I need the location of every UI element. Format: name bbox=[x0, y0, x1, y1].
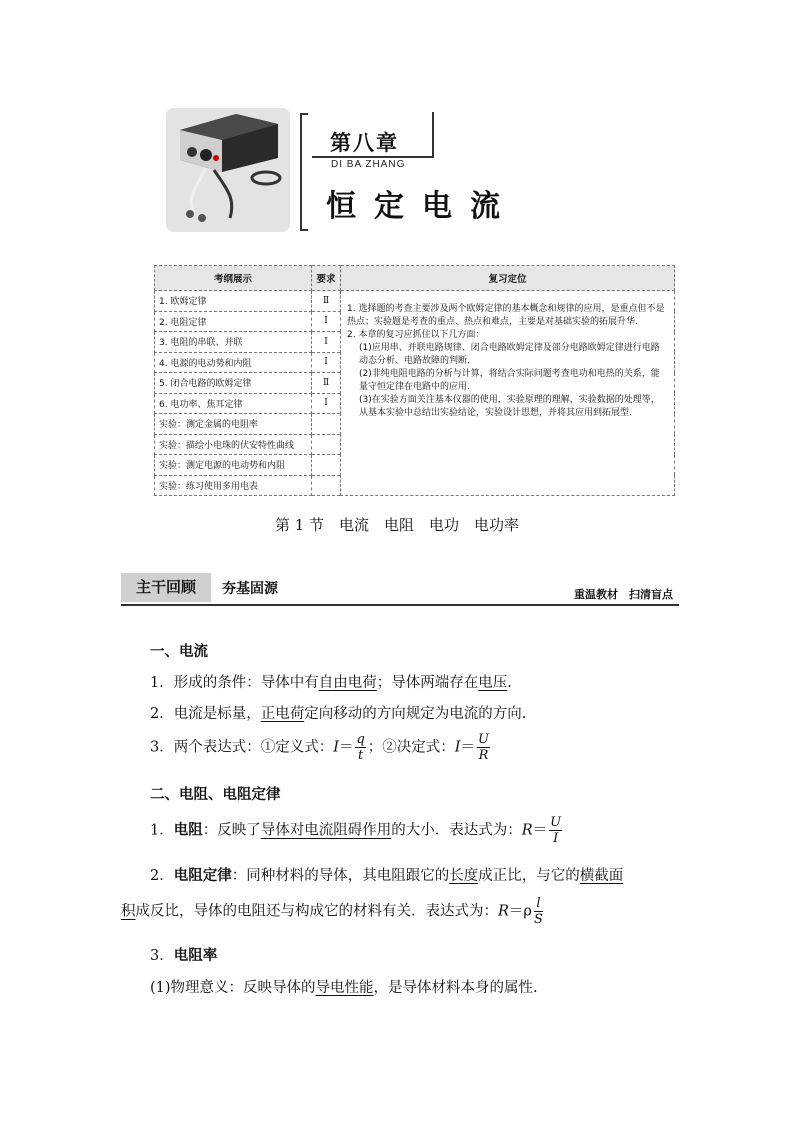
paragraph-resistivity-meaning bbox=[150, 976, 538, 997]
formula-var: R bbox=[521, 822, 533, 839]
heading-current: 一、电流 bbox=[150, 644, 208, 660]
formula-var: I bbox=[454, 739, 461, 756]
paragraph-resistance-law-cont bbox=[121, 896, 545, 927]
paragraph-current-condition bbox=[150, 671, 512, 692]
review-cell bbox=[341, 291, 675, 496]
formula-eq: ＝ bbox=[338, 739, 354, 756]
text: ，是导体材料本身的属性. bbox=[373, 980, 538, 996]
table-row bbox=[155, 291, 675, 312]
answer-text: 电压 bbox=[478, 675, 508, 691]
term: 电阻率 bbox=[173, 947, 218, 964]
level-cell: Ⅰ bbox=[312, 393, 341, 414]
chapter-bracket bbox=[300, 113, 308, 231]
answer-text: 导体对电流阻碍作用 bbox=[260, 822, 392, 839]
text: 3． bbox=[150, 948, 174, 964]
col-header-level: 要求 bbox=[312, 266, 341, 291]
level-cell bbox=[312, 414, 341, 435]
answer-text: 自由电荷 bbox=[318, 675, 377, 691]
fraction-u-over-r: $\frac{U}{R}$ bbox=[478, 732, 489, 763]
level-cell: Ⅰ bbox=[312, 332, 341, 353]
topic-cell: 3. 电阻的串联、并联 bbox=[155, 332, 312, 353]
topic-cell: 5. 闭合电路的欧姆定律 bbox=[155, 373, 312, 394]
text: ：同种材料的导体，其电阻跟它的 bbox=[231, 868, 450, 884]
text: ；②决定式： bbox=[367, 739, 455, 756]
level-cell: Ⅰ bbox=[312, 311, 341, 332]
paragraph-resistance bbox=[150, 815, 564, 846]
formula-eq: ＝ bbox=[532, 822, 548, 839]
topic-cell: 4. 电源的电动势和内阻 bbox=[155, 352, 312, 373]
paragraph-resistance-law bbox=[150, 864, 623, 885]
text: 成反比，导体的电阻还与构成它的材料有关．表达式为： bbox=[135, 903, 498, 920]
text: 2． bbox=[150, 868, 174, 884]
review-item: (1)应用串、并联电路规律、闭合电路欧姆定律及部分电路欧姆定律进行电路动态分析、电路故障的判断. bbox=[359, 343, 660, 366]
section-bar-sublabel: 夯基固源 bbox=[222, 581, 278, 597]
fraction-l-over-s: $\frac{l}{S}$ bbox=[533, 896, 543, 927]
review-item: 1. 选择题的考查主要涉及两个欧姆定律的基本概念和规律的应用，是重点但不是热点；实验题是考查的重点、热点和难点，主要是对基础实验的拓展升华. bbox=[347, 304, 665, 327]
topic-cell: 实验：练习使用多用电表 bbox=[155, 475, 312, 496]
review-item: (3)在实验方面关注基本仪器的使用，实验原理的理解，实验数据的处理等，从基本实验中总结出实验结论，实验设计思想，并将其应用到拓展型. bbox=[359, 395, 660, 418]
formula-eq: ＝ρ bbox=[508, 903, 532, 920]
text: 的大小．表达式为： bbox=[391, 822, 522, 839]
text: (1)物理意义：反映导体的 bbox=[150, 980, 316, 996]
answer-text: 积 bbox=[121, 903, 136, 920]
level-cell bbox=[312, 475, 341, 496]
text: ；导体两端存在 bbox=[376, 675, 479, 691]
answer-text: 导电性能 bbox=[315, 980, 374, 996]
formula-var: R bbox=[498, 903, 509, 920]
section-bar-right-label: 重温教材 扫清盲点 bbox=[574, 588, 673, 601]
paragraph-current-direction bbox=[150, 702, 526, 723]
paragraph-current-formulas bbox=[150, 732, 492, 763]
level-cell bbox=[312, 455, 341, 476]
text: 3．两个表达式：①定义式： bbox=[150, 739, 334, 756]
topic-cell: 1. 欧姆定律 bbox=[155, 291, 312, 312]
col-header-review: 复习定位 bbox=[341, 266, 675, 291]
term: 电阻定律 bbox=[173, 867, 232, 884]
text: 成正比，与它的 bbox=[478, 868, 580, 884]
text: ：反映了 bbox=[202, 822, 261, 839]
text: 1． bbox=[150, 822, 174, 839]
term: 电阻 bbox=[173, 821, 203, 839]
heading-resistivity bbox=[150, 944, 217, 965]
instrument-photo-icon bbox=[166, 108, 290, 232]
review-item: (2)非纯电阻电路的分析与计算，将结合实际问题考查电功和电热的关系，能量守恒定律在电路中的应用. bbox=[359, 369, 660, 392]
syllabus-table bbox=[154, 265, 675, 496]
review-item: 2. 本章的复习应抓住以下几方面： bbox=[347, 330, 485, 340]
heading-resistance: 二、电阻、电阻定律 bbox=[150, 787, 281, 803]
answer-text: 长度 bbox=[449, 868, 479, 884]
text: 2．电流是标量， bbox=[150, 706, 261, 722]
section-bar-label: 主干回顾 bbox=[121, 573, 211, 602]
fraction-q-over-t: $\frac{q}{t}$ bbox=[356, 732, 365, 763]
col-header-topics: 考纲展示 bbox=[155, 266, 312, 291]
level-cell: Ⅱ bbox=[312, 373, 341, 394]
text: 1．形成的条件：导体中有 bbox=[150, 675, 319, 691]
text: . bbox=[507, 675, 512, 691]
text: 定向移动的方向规定为电流的方向. bbox=[304, 706, 527, 722]
section-title: 第 1 节 电流 电阻 电功 电功率 bbox=[274, 516, 520, 534]
topic-cell: 6. 电功率、焦耳定律 bbox=[155, 393, 312, 414]
topic-cell: 2. 电阻定律 bbox=[155, 311, 312, 332]
chapter-pinyin: DI BA ZHANG bbox=[331, 159, 406, 170]
level-cell: Ⅰ bbox=[312, 352, 341, 373]
topic-cell: 实验：测定电源的电动势和内阻 bbox=[155, 455, 312, 476]
chapter-label: 第八章 bbox=[330, 130, 399, 155]
instrument-photo bbox=[166, 108, 290, 232]
formula-var: I bbox=[333, 739, 339, 756]
chapter-title: 恒定电流 bbox=[326, 189, 518, 224]
level-cell: Ⅱ bbox=[312, 291, 341, 312]
answer-text: 正电荷 bbox=[260, 706, 305, 722]
fraction-u-over-i: $\frac{U}{I}$ bbox=[550, 815, 562, 846]
level-cell bbox=[312, 434, 341, 455]
topic-cell: 实验：测定金属的电阻率 bbox=[155, 414, 312, 435]
topic-cell: 实验：描绘小电珠的伏安特性曲线 bbox=[155, 434, 312, 455]
formula-eq: ＝ bbox=[460, 739, 476, 756]
answer-text: 横截面 bbox=[579, 868, 624, 884]
